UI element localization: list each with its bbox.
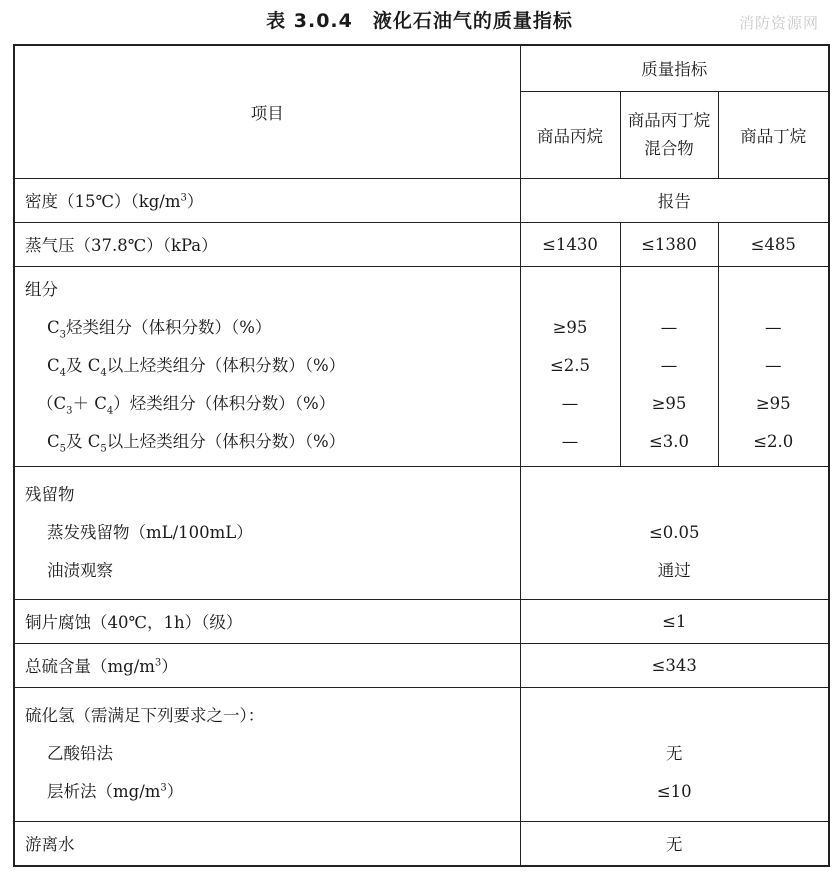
residue-labels: [14, 466, 520, 599]
row-total-sulfur: [14, 643, 829, 687]
density-label: 密度$(15℃)(kg/m^3)$: [14, 178, 520, 222]
h2s-values: [520, 687, 829, 821]
water-value: 无: [520, 821, 829, 866]
copper-label: 铜片腐蚀（40℃，1h）（级）: [14, 599, 520, 643]
row-composition: [14, 266, 829, 466]
composition-item-c4plus: $C_4$及 $C_4$以上烃类组分（体积分数）（%）: [47, 356, 346, 379]
h2s-title: 硫化氢（需满足下列要求之一）：: [25, 706, 265, 725]
composition-item-c3c4: $(C_3+ C_4)$烃类组分（体积分数）（%）: [37, 394, 336, 417]
composition-values-mix: [620, 266, 718, 466]
composition-value: —: [765, 356, 782, 375]
composition-value: ≤2.5: [549, 356, 591, 375]
h2s-value-lead-acetate: 无: [666, 744, 683, 763]
residue-value-evaporation: ≤0.05: [648, 522, 700, 542]
residue-values: [520, 466, 829, 599]
table-title: 表 3.0.4 液化石油气的质量指标: [266, 10, 573, 32]
header-quality-index: 质量指标: [520, 45, 829, 91]
composition-value: ≥95: [755, 394, 791, 413]
sulfur-value: ≤343: [520, 643, 829, 687]
composition-value: ≥95: [651, 394, 687, 413]
vapor-value-propane: ≤1430: [520, 222, 620, 266]
header-col-propane: 商品丙烷: [520, 91, 620, 178]
residue-value-oil-stain: 通过: [657, 560, 691, 580]
composition-title: 组分: [25, 280, 58, 299]
vapor-value-mix: ≤1380: [620, 222, 718, 266]
h2s-value-chromatography: ≤10: [656, 782, 692, 801]
copper-value: ≤1: [520, 599, 829, 643]
composition-value: —: [561, 394, 579, 413]
composition-item-c3: $C_3$烃类组分（体积分数）（%）: [47, 318, 272, 341]
composition-labels: [14, 266, 520, 466]
quality-spec-table: [13, 44, 830, 867]
composition-value: ≤2.0: [753, 432, 794, 451]
h2s-item-chromatography: 层析法$(mg/m^3)$: [47, 782, 184, 801]
residue-item-evaporation: 蒸发残留物（mL/100mL）: [47, 522, 253, 542]
residue-item-oil-stain: 油渍观察: [47, 560, 113, 580]
row-hydrogen-sulfide: [14, 687, 829, 821]
row-residue: [14, 466, 829, 599]
row-vapor-pressure: [14, 222, 829, 266]
composition-values-propane: [520, 266, 620, 466]
row-free-water: [14, 821, 829, 866]
composition-value: ≥95: [552, 318, 588, 337]
composition-value: —: [765, 318, 782, 337]
composition-values-butane: [718, 266, 829, 466]
header-row-1: [14, 45, 829, 91]
header-item: 项目: [14, 45, 520, 178]
composition-value: —: [660, 356, 678, 375]
water-label: 游离水: [14, 821, 520, 866]
header-col-butane: 商品丁烷: [718, 91, 829, 178]
vapor-value-butane: ≤485: [718, 222, 829, 266]
composition-item-c5plus: $C_5$及 $C_5$以上烃类组分（体积分数）（%）: [47, 432, 346, 455]
h2s-labels: [14, 687, 520, 821]
composition-value: ≤3.0: [648, 432, 690, 451]
density-value: 报告: [520, 178, 829, 222]
row-density: [14, 178, 829, 222]
h2s-item-lead-acetate: 乙酸铅法: [47, 744, 113, 763]
vapor-label: 蒸气压（37.8℃）（kPa）: [14, 222, 520, 266]
sulfur-label: 总硫含量$(mg/m^3)$: [14, 643, 520, 687]
composition-value: —: [561, 432, 579, 451]
site-watermark: 消防资源网: [738, 14, 819, 32]
header-col-mix: 商品丙丁烷混合物: [620, 91, 718, 178]
composition-value: —: [660, 318, 678, 337]
row-copper-corrosion: [14, 599, 829, 643]
residue-title: 残留物: [25, 484, 75, 504]
